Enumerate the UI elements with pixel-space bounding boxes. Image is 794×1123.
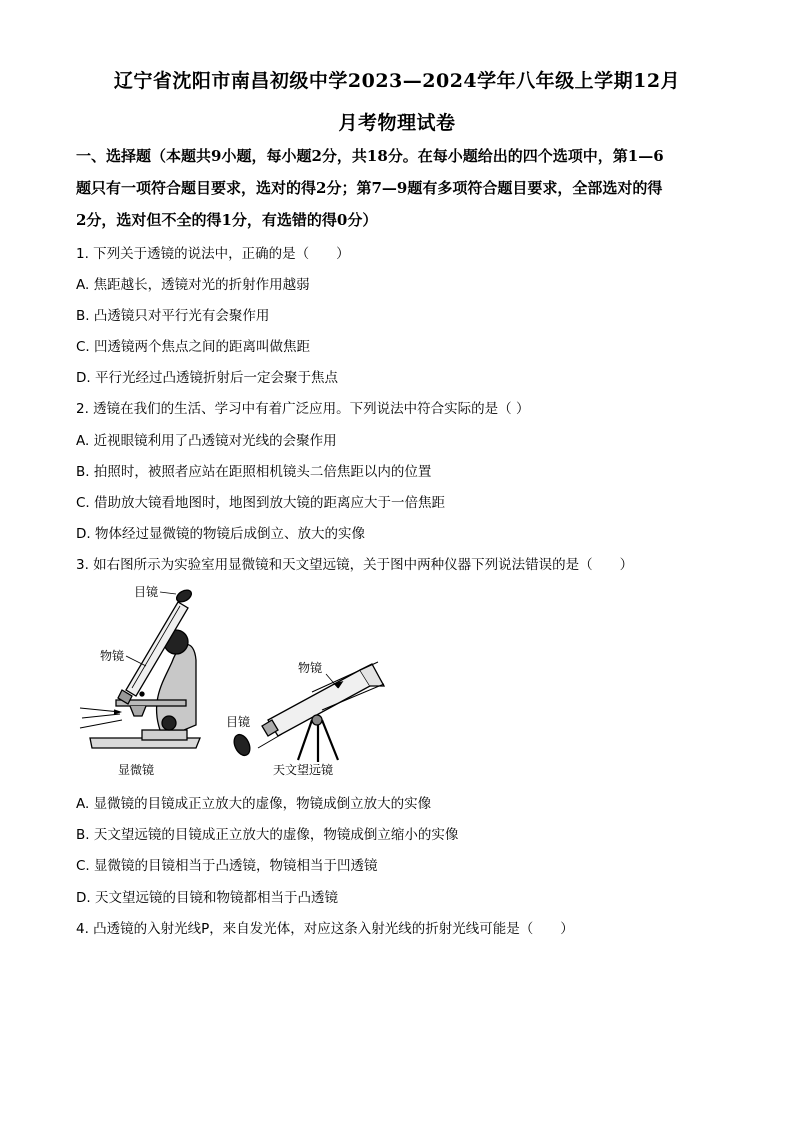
telescope-drawing [231,662,384,762]
section-heading-line: 2分，选对但不全的得1分，有选错的得0分） [76,211,378,229]
question-1-option-a: A. 焦距越长，透镜对光的折射作用越弱 [76,277,310,293]
microscope-telescope-illustration [72,580,402,780]
question-4-stem: 4. 凸透镜的入射光线P，来自发光体，对应这条入射光线的折射光线可能是（ ） [76,921,574,937]
question-3-option-b: B. 天文望远镜的目镜成正立放大的虚像，物镜成倒立缩小的实像 [76,827,459,843]
microscope-drawing [80,588,200,748]
question-3-figure [72,580,402,780]
question-1-option-d: D. 平行光经过凸透镜折射后一定会聚于焦点 [76,370,338,386]
question-3-stem: 3. 如右图所示为实验室用显微镜和天文望远镜，关于图中两种仪器下列说法错误的是（ ） [76,557,634,573]
telescope-caption: 天文望远镜 [273,763,334,777]
microscope-objective-label: 物镜 [100,649,125,663]
question-2-option-c: C. 借助放大镜看地图时，地图到放大镜的距离应大于一倍焦距 [76,495,446,511]
microscope-caption: 显微镜 [118,763,155,777]
exam-title-line2: 月考物理试卷 [338,112,456,134]
section-heading-line: 题只有一项符合题目要求，选对的得2分；第7—9题有多项符合题目要求，全部选对的得 [76,179,663,197]
question-3-option-a: A. 显微镜的目镜成正立放大的虚像，物镜成倒立放大的实像 [76,796,432,812]
question-3-option-d: D. 天文望远镜的目镜和物镜都相当于凸透镜 [76,890,338,906]
question-2-option-a: A. 近视眼镜利用了凸透镜对光线的会聚作用 [76,433,337,449]
section-heading-line: 一、选择题（本题共9小题，每小题2分，共18分。在每小题给出的四个选项中，第1—6 [76,147,664,165]
question-2-stem: 2. 透镜在我们的生活、学习中有着广泛应用。下列说法中符合实际的是（ ） [76,401,530,417]
question-1-option-b: B. 凸透镜只对平行光有会聚作用 [76,308,270,324]
question-2-option-b: B. 拍照时，被照者应站在距照相机镜头二倍焦距以内的位置 [76,464,432,480]
telescope-eyepiece-label: 目镜 [226,715,251,729]
question-3-option-c: C. 显微镜的目镜相当于凸透镜，物镜相当于凹透镜 [76,858,378,874]
microscope-eyepiece-label: 目镜 [134,585,159,599]
question-2-option-d: D. 物体经过显微镜的物镜后成倒立、放大的实像 [76,526,365,542]
exam-title-line1: 辽宁省沈阳市南昌初级中学2023—2024学年八年级上学期12月 [113,70,681,92]
question-1-stem: 1. 下列关于透镜的说法中，正确的是（ ） [76,246,350,262]
question-1-option-c: C. 凹透镜两个焦点之间的距离叫做焦距 [76,339,311,355]
telescope-objective-label: 物镜 [298,661,323,675]
section-heading [76,140,716,236]
